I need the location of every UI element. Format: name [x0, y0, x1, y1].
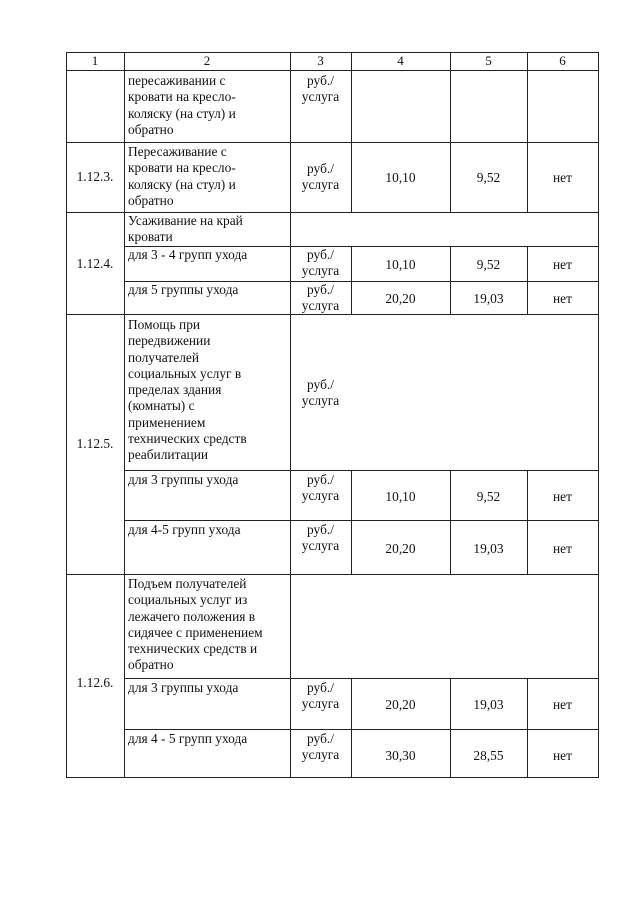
row-1125-unit: руб./ услуга	[301, 377, 340, 409]
row-1126-code: 1.12.6.	[76, 675, 114, 690]
header-col-6: 6	[559, 53, 566, 68]
header-col-2: 2	[203, 53, 211, 68]
row-1125-code: 1.12.5.	[76, 436, 114, 451]
row-1123-col4: 10,10	[385, 170, 416, 185]
row-1126-sub2-col5: 28,55	[473, 748, 504, 763]
row-1126-sub2-col6: нет	[553, 748, 572, 763]
row-line-7	[124, 520, 599, 521]
row-1124-sub1-col4: 10,10	[385, 257, 416, 272]
row-1124-sub2-col4: 20,20	[385, 291, 416, 306]
header-col-1: 1	[91, 53, 99, 68]
row-1124-sub2-description: для 5 группы ухода	[128, 282, 239, 297]
header-col-3: 3	[317, 53, 324, 68]
header-bottom	[66, 70, 599, 71]
row-1123-description: Пересаживание с кровати на кресло- коляску (на стул) и обратно	[128, 144, 236, 208]
cont-row-unit: руб./ услуга	[301, 73, 340, 105]
row-1125-sub2-col5: 19,03	[473, 541, 504, 556]
row-1125-title: Помощь при передвижении получателей социальных услуг в пределах здания (комнаты) с применением технических средств реабилитации	[128, 317, 247, 463]
col-separator-4c	[450, 470, 451, 574]
row-1126-sub2-unit: руб./ услуга	[301, 731, 340, 763]
row-1126-sub1-col6: нет	[553, 697, 572, 712]
row-1125-sub2-unit: руб./ услуга	[301, 522, 340, 554]
row-1126-sub2-description: для 4 - 5 групп ухода	[128, 731, 248, 746]
row-1123-unit: руб./ услуга	[301, 161, 340, 193]
header-col-4: 4	[397, 53, 404, 68]
row-1123-col5: 9,52	[476, 170, 501, 185]
row-line-1	[66, 142, 599, 143]
row-line-10	[124, 729, 599, 730]
row-line-9	[124, 678, 599, 679]
cont-row-description: пересаживании с кровати на кресло- коляску (на стул) и обратно	[128, 73, 236, 137]
row-1124-sub1-col5: 9,52	[476, 257, 501, 272]
row-1125-sub2-description: для 4-5 групп ухода	[128, 522, 241, 537]
row-1126-sub1-unit: руб./ услуга	[301, 680, 340, 712]
row-1124-code: 1.12.4.	[76, 256, 114, 271]
col-separator-3a	[351, 52, 352, 212]
table-border-left	[66, 52, 67, 778]
col-separator-3c	[351, 470, 352, 574]
row-1125-sub1-unit: руб./ услуга	[301, 472, 340, 504]
row-1125-sub2-col6: нет	[553, 541, 572, 556]
row-1126-title: Подъем получателей социальных услуг из лежачего положения в сидячее с применением технических средств и обратно	[128, 576, 263, 673]
row-1126-sub2-col4: 30,30	[385, 748, 416, 763]
row-1123-code: 1.12.3.	[76, 169, 114, 184]
row-line-6	[124, 470, 599, 471]
row-1126-sub1-description: для 3 группы ухода	[128, 680, 239, 695]
row-1123-col6: нет	[553, 170, 572, 185]
row-1125-sub1-description: для 3 группы ухода	[128, 472, 239, 487]
row-1124-sub1-unit: руб./ услуга	[301, 247, 340, 279]
row-1124-sub1-col6: нет	[553, 257, 572, 272]
row-1124-sub1-description: для 3 - 4 групп ухода	[128, 247, 248, 262]
table-border-bottom	[66, 777, 599, 778]
row-1126-sub1-col4: 20,20	[385, 697, 416, 712]
row-1124-sub2-unit: руб./ услуга	[301, 282, 340, 314]
row-1125-sub1-col4: 10,10	[385, 489, 416, 504]
row-1125-sub1-col6: нет	[553, 489, 572, 504]
row-1126-sub1-col5: 19,03	[473, 697, 504, 712]
col-separator-4a	[450, 52, 451, 212]
table-border-top	[66, 52, 599, 53]
row-line-8	[66, 574, 599, 575]
col-separator-5a	[527, 52, 528, 212]
row-1124-sub2-col6: нет	[553, 291, 572, 306]
row-1124-sub2-col5: 19,03	[473, 291, 504, 306]
col-separator-5c	[527, 470, 528, 574]
table-border-right	[598, 52, 599, 778]
header-col-5: 5	[485, 53, 492, 68]
row-1124-title: Усаживание на край кровати	[128, 213, 243, 245]
row-1125-sub1-col5: 9,52	[476, 489, 501, 504]
row-1125-sub2-col4: 20,20	[385, 541, 416, 556]
